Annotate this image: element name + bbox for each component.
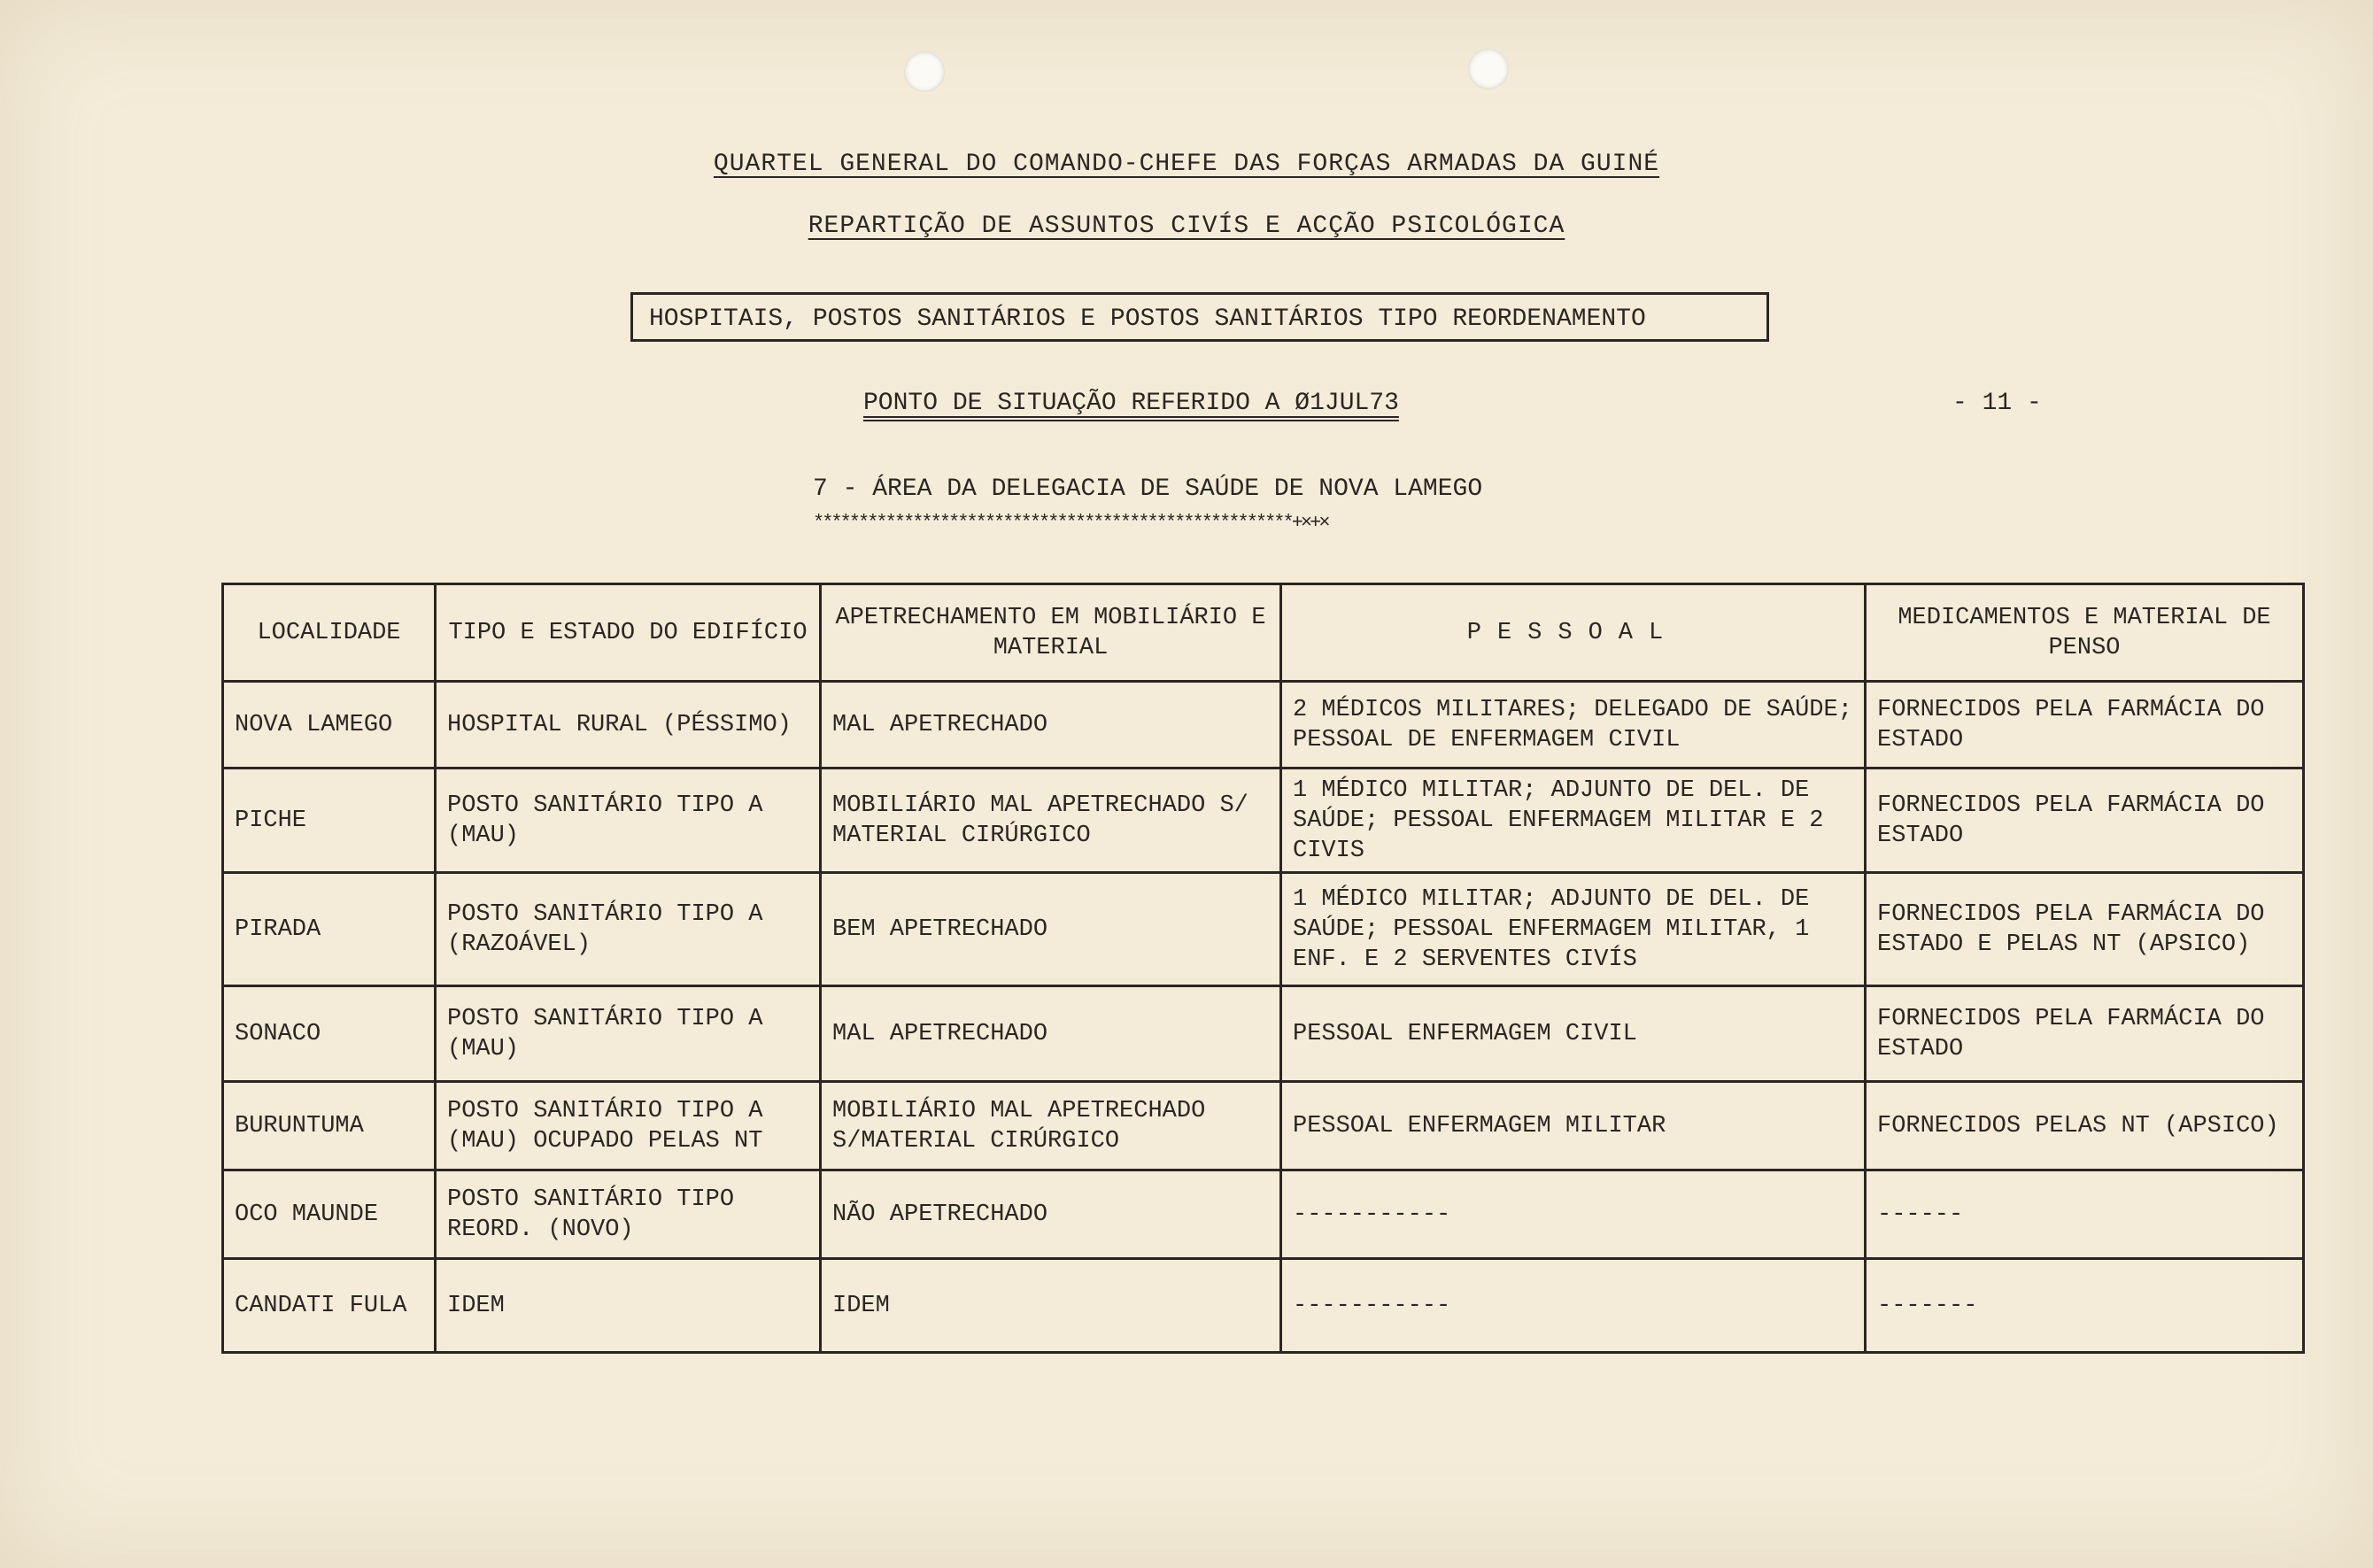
cell-medicamentos: FORNECIDOS PELA FARMÁCIA DO ESTADO (1866, 986, 2304, 1082)
cell-medicamentos: ------- (1866, 1259, 2304, 1353)
column-header-localidade: LOCALIDADE (223, 584, 436, 682)
punch-hole-right (1468, 49, 1509, 89)
cell-pessoal: ----------- (1281, 1170, 1866, 1259)
cell-medicamentos: FORNECIDOS PELA FARMÁCIA DO ESTADO (1866, 682, 2304, 769)
cell-pessoal: 1 MÉDICO MILITAR; ADJUNTO DE DEL. DE SAÚDE; PESSOAL ENFERMAGEM MILITAR E 2 CIVIS (1281, 769, 1866, 873)
cell-medicamentos: FORNECIDOS PELAS NT (APSICO) (1866, 1082, 2304, 1170)
facilities-table (221, 583, 2305, 1354)
separator-line: *****************************************************+×+× (813, 512, 1328, 534)
cell-tipo: POSTO SANITÁRIO TIPO A (MAU) (436, 986, 821, 1082)
cell-apetrechamento: MOBILIÁRIO MAL APETRECHADO S/ MATERIAL CIRÚRGICO (821, 769, 1281, 873)
table-row (223, 769, 2304, 873)
cell-medicamentos: FORNECIDOS PELA FARMÁCIA DO ESTADO E PELAS NT (APSICO) (1866, 873, 2304, 986)
cell-pessoal: ----------- (1281, 1259, 1866, 1353)
cell-localidade: PICHE (223, 769, 436, 873)
page-number: - 11 - (1952, 390, 2042, 417)
cell-pessoal: PESSOAL ENFERMAGEM MILITAR (1281, 1082, 1866, 1170)
cell-tipo: POSTO SANITÁRIO TIPO REORD. (NOVO) (436, 1170, 821, 1259)
column-header-tipo: TIPO E ESTADO DO EDIFÍCIO (436, 584, 821, 682)
cell-tipo: POSTO SANITÁRIO TIPO A (MAU) (436, 769, 821, 873)
cell-apetrechamento: NÃO APETRECHADO (821, 1170, 1281, 1259)
section-title: 7 - ÁREA DA DELEGACIA DE SAÚDE DE NOVA LAMEGO (813, 475, 1483, 503)
cell-apetrechamento: IDEM (821, 1259, 1281, 1353)
cell-localidade: BURUNTUMA (223, 1082, 436, 1170)
boxed-title: HOSPITAIS, POSTOS SANITÁRIOS E POSTOS SANITÁRIOS TIPO REORDENAMENTO (630, 292, 1769, 342)
cell-localidade: OCO MAUNDE (223, 1170, 436, 1259)
reference-date: PONTO DE SITUAÇÃO REFERIDO A Ø1JUL73 (863, 390, 1399, 417)
column-header-medicamentos: MEDICAMENTOS E MATERIAL DE PENSO (1866, 584, 2304, 682)
table-row (223, 682, 2304, 769)
cell-medicamentos: ------ (1866, 1170, 2304, 1259)
table-row (223, 1259, 2304, 1353)
cell-tipo: POSTO SANITÁRIO TIPO A (MAU) OCUPADO PELAS NT (436, 1082, 821, 1170)
cell-localidade: PIRADA (223, 873, 436, 986)
cell-apetrechamento: MAL APETRECHADO (821, 682, 1281, 769)
cell-localidade: CANDATI FULA (223, 1259, 436, 1353)
punch-hole-left (904, 51, 945, 92)
header-line-1: QUARTEL GENERAL DO COMANDO-CHEFE DAS FORÇAS ARMADAS DA GUINÉ (713, 151, 1660, 178)
cell-tipo: POSTO SANITÁRIO TIPO A (RAZOÁVEL) (436, 873, 821, 986)
cell-localidade: NOVA LAMEGO (223, 682, 436, 769)
table-row (223, 986, 2304, 1082)
cell-apetrechamento: MOBILIÁRIO MAL APETRECHADO S/MATERIAL CIRÚRGICO (821, 1082, 1281, 1170)
column-header-pessoal: PESSOAL (1281, 584, 1866, 682)
cell-pessoal: PESSOAL ENFERMAGEM CIVIL (1281, 986, 1866, 1082)
table-header-row (223, 584, 2304, 682)
cell-medicamentos: FORNECIDOS PELA FARMÁCIA DO ESTADO (1866, 769, 2304, 873)
cell-apetrechamento: MAL APETRECHADO (821, 986, 1281, 1082)
table-row (223, 1170, 2304, 1259)
header-line-2: REPARTIÇÃO DE ASSUNTOS CIVÍS E ACÇÃO PSICOLÓGICA (808, 212, 1565, 240)
cell-apetrechamento: BEM APETRECHADO (821, 873, 1281, 986)
cell-localidade: SONACO (223, 986, 436, 1082)
column-header-apetrechamento: APETRECHAMENTO EM MOBILIÁRIO E MATERIAL (821, 584, 1281, 682)
cell-pessoal: 2 MÉDICOS MILITARES; DELEGADO DE SAÚDE; PESSOAL DE ENFERMAGEM CIVIL (1281, 682, 1866, 769)
cell-tipo: HOSPITAL RURAL (PÉSSIMO) (436, 682, 821, 769)
table-row (223, 1082, 2304, 1170)
cell-pessoal: 1 MÉDICO MILITAR; ADJUNTO DE DEL. DE SAÚDE; PESSOAL ENFERMAGEM MILITAR, 1 ENF. E 2 SERVENTES CIVÍS (1281, 873, 1866, 986)
cell-tipo: IDEM (436, 1259, 821, 1353)
table-row (223, 873, 2304, 986)
